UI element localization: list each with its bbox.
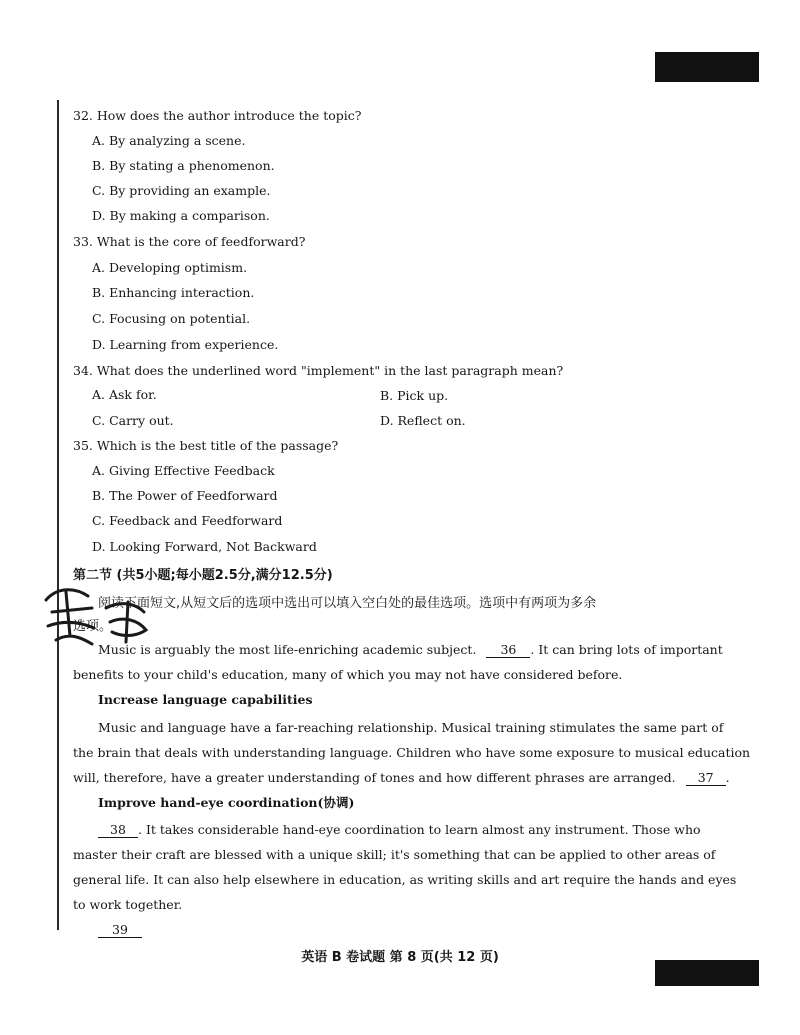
question-32-option-b: B. By stating a phenomenon. <box>92 158 275 173</box>
question-32-option-c: C. By providing an example. <box>92 183 271 198</box>
question-35-option-d: D. Looking Forward, Not Backward <box>92 539 317 554</box>
passage-heading-language: Increase language capabilities <box>98 692 313 707</box>
question-34-option-c: C. Carry out. <box>92 413 174 428</box>
passage-paragraph-2-line2: the brain that deals with understanding language. Children who have some exposure to musical education <box>73 745 751 760</box>
question-33-option-b: B. Enhancing interaction. <box>92 285 255 300</box>
blank-39: 39 <box>98 923 142 938</box>
section-instruction-line2: 选项。 <box>73 619 113 634</box>
passage-paragraph-3-line2: master their craft are blessed with a unique skill; it's something that can be applied to other areas of <box>73 847 716 862</box>
question-33-stem: 33. What is the core of feedforward? <box>73 234 306 249</box>
passage-paragraph-3-line4: to work together. <box>73 897 183 912</box>
question-35-option-a: A. Giving Effective Feedback <box>92 463 275 478</box>
margin-line <box>57 100 59 930</box>
passage-paragraph-2-line3: will, therefore, have a greater understanding of tones and how different phrases are arranged. 37 . <box>73 770 730 785</box>
blank-38: 38 <box>98 823 138 838</box>
scan-marker-bottom <box>655 960 759 986</box>
passage-heading-coordination: Improve hand-eye coordination(协调) <box>98 795 355 810</box>
blank-39-line <box>98 922 142 938</box>
passage-text: Music is arguably the most life-enriching academic subject. <box>98 642 477 657</box>
passage-paragraph-1-line2: benefits to your child's education, many of which you may not have considered before. <box>73 667 623 682</box>
question-35-option-c: C. Feedback and Feedforward <box>92 513 283 528</box>
question-33-option-d: D. Learning from experience. <box>92 337 279 352</box>
question-35-stem: 35. Which is the best title of the passage? <box>73 438 339 453</box>
section-instruction-line1: 阅读下面短文,从短文后的选项中选出可以填入空白处的最佳选项。选项中有两项为多余 <box>98 596 597 611</box>
blank-36: 36 <box>486 643 530 658</box>
passage-text: . It takes considerable hand-eye coordination to learn almost any instrument. Those who <box>138 822 701 837</box>
scan-marker-top <box>655 52 759 82</box>
question-34-stem: 34. What does the underlined word "implement" in the last paragraph mean? <box>73 363 564 378</box>
passage-paragraph-3-line3: general life. It can also help elsewhere in education, as writing skills and art require the hands and eyes <box>73 872 737 887</box>
question-33-option-c: C. Focusing on potential. <box>92 311 251 326</box>
question-32-stem: 32. How does the author introduce the topic? <box>73 108 362 123</box>
question-35-option-b: B. The Power of Feedforward <box>92 488 278 503</box>
question-34-option-d: D. Reflect on. <box>380 413 466 428</box>
question-34-option-a: A. Ask for. <box>92 387 157 402</box>
passage-paragraph-3-line1 <box>98 822 701 838</box>
page-footer: 英语 B 卷试题 第 8 页(共 12 页) <box>301 950 499 965</box>
question-33-option-a: A. Developing optimism. <box>92 260 248 275</box>
passage-paragraph-2-line1: Music and language have a far-reaching relationship. Musical training stimulates the same part of <box>98 720 724 735</box>
question-34-option-b: B. Pick up. <box>380 388 449 403</box>
passage-paragraph-1-line1 <box>98 642 723 658</box>
question-32-option-a: A. By analyzing a scene. <box>92 133 246 148</box>
section-title: 第二节 (共5小题;每小题2.5分,满分12.5分) <box>73 568 333 583</box>
question-32-option-d: D. By making a comparison. <box>92 208 270 223</box>
passage-text: will, therefore, have a greater understanding of tones and how different phrases are arranged. <box>73 770 676 785</box>
blank-37: 37 <box>686 771 726 786</box>
passage-text: . It can bring lots of important <box>530 642 723 657</box>
